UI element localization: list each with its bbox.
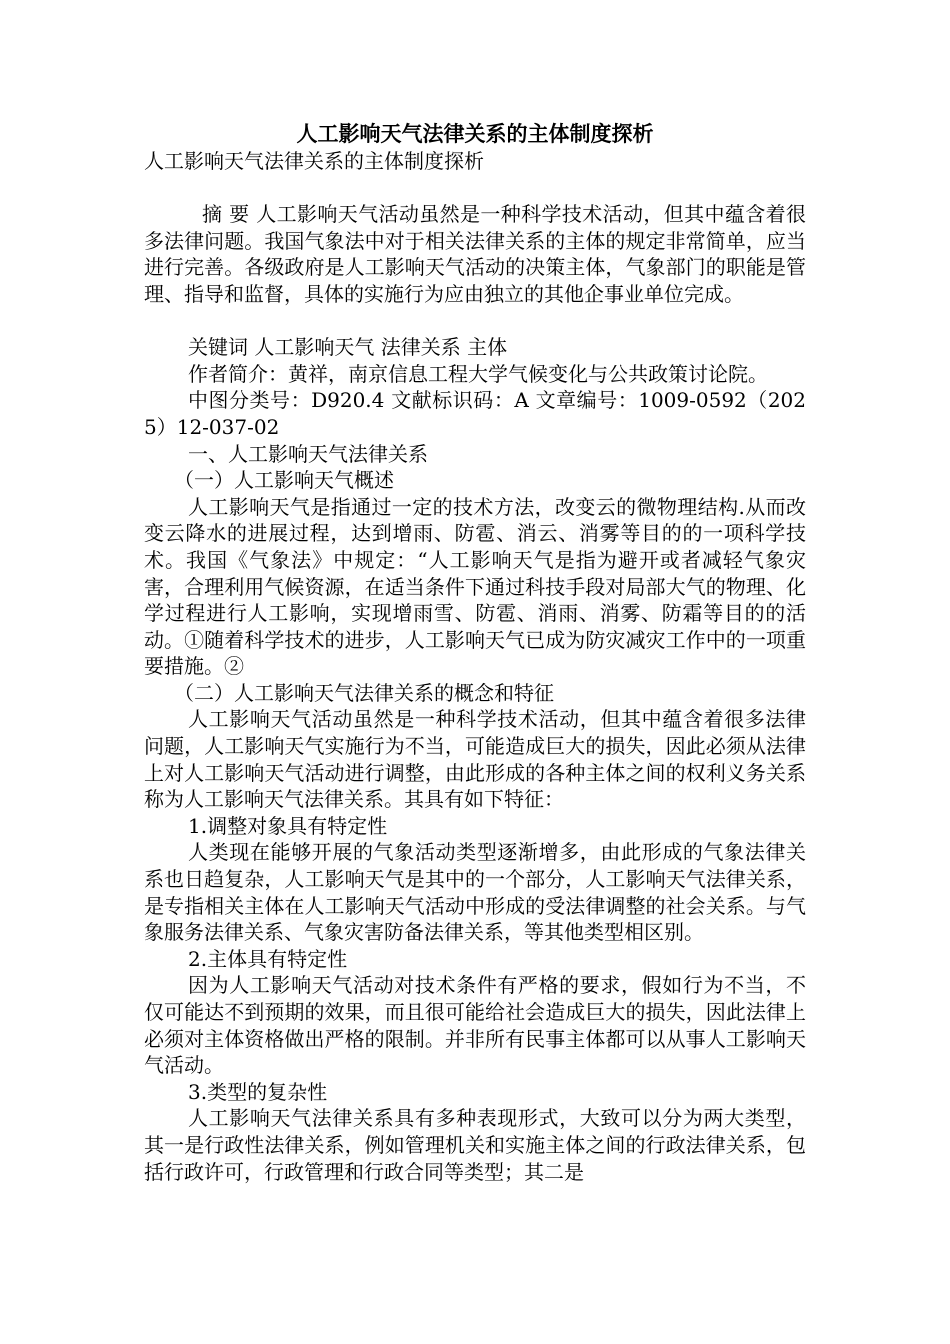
item-heading: 3.类型的复杂性: [188, 1079, 328, 1104]
body-paragraph: 人类现在能够开展的气象活动类型逐渐增多，由此形成的气象法律关系也日趋复杂，人工影响天气是其中的一个部分，人工影响天气法律关系，是专指相关主体在人工影响天气活动中形成的受法律调整的社会关系。与气象服务法律关系、气象灾害防备法律关系，等其他类型相区别。: [144, 840, 806, 945]
spacer: [144, 308, 806, 335]
author-line: 作者简介：黄祥，南京信息工程大学气候变化与公共政策讨论院。: [188, 361, 768, 386]
body-paragraph: 人工影响天气活动虽然是一种科学技术活动，但其中蕴含着很多法律问题，人工影响天气实施行为不当，可能造成巨大的损失，因此必须从法律上对人工影响天气活动进行调整，由此形成的各种主体之间的权利义务关系称为人工影响天气法律关系。其具有如下特征：: [144, 707, 806, 812]
classification-line: 中图分类号：D920.4 文献标识码：A 文章编号：1009-0592（2025）12-037-02: [144, 388, 806, 439]
body-paragraph: 人工影响天气是指通过一定的技术方法，改变云的微物理结构.从而改变云降水的进展过程，达到增雨、防雹、消云、消雾等目的的一项科学技术。我国《气象法》中规定：“人工影响天气是指为避开或者减轻气象灾害，合理利用气候资源，在适当条件下通过科技手段对局部大气的物理、化学过程进行人工影响，实现增雨雪、防雹、消雨、消雾、防霜等目的的活动。①随着科学技术的进步，人工影响天气已成为防灾减灾工作中的一项重要措施。②: [144, 494, 806, 679]
subsection-heading: （二）人工影响天气法律关系的概念和特征: [174, 680, 554, 705]
body-paragraph: 因为人工影响天气活动对技术条件有严格的要求，假如行为不当，不仅可能达不到预期的效果，而且很可能给社会造成巨大的损失，因此法律上必须对主体资格做出严格的限制。并非所有民事主体都可以从事人工影响天气活动。: [144, 973, 806, 1078]
body-paragraph: 人工影响天气法律关系具有多种表现形式，大致可以分为两大类型，其一是行政性法律关系，例如管理机关和实施主体之间的行政法律关系，包括行政许可，行政管理和行政合同等类型；其二是: [144, 1106, 806, 1184]
section-heading: 一、人工影响天气法律关系: [188, 441, 428, 466]
abstract-paragraph: 摘 要 人工影响天气活动虽然是一种科学技术活动，但其中蕴含着很多法律问题。我国气象法中对于相关法律关系的主体的规定非常简单，应当进行完善。各级政府是人工影响天气活动的决策主体，气象部门的职能是管理、指导和监督，具体的实施行为应由独立的其他企事业单位完成。: [144, 202, 806, 306]
item-heading: 2.主体具有特定性: [188, 946, 348, 971]
document-subtitle: 人工影响天气法律关系的主体制度探析: [144, 149, 484, 173]
document-title: 人工影响天气法律关系的主体制度探析: [296, 121, 654, 146]
item-heading: 1.调整对象具有特定性: [188, 813, 388, 838]
spacer: [144, 175, 806, 202]
keywords-line: 关键词 人工影响天气 法律关系 主体: [188, 335, 508, 360]
subsection-heading: （一）人工影响天气概述: [174, 468, 394, 493]
document-page: [144, 120, 806, 1185]
